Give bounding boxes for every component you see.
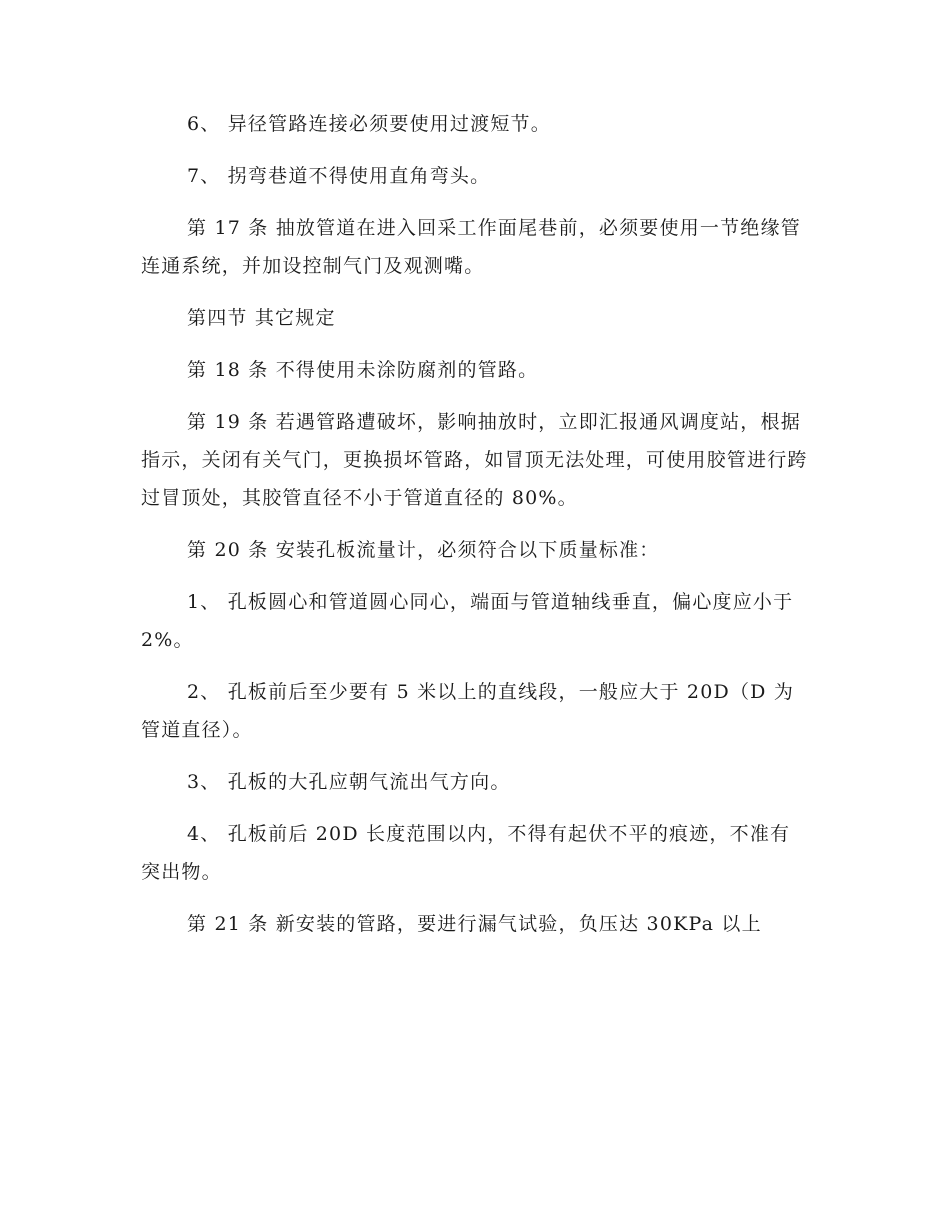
section-heading: 第四节 其它规定 — [187, 307, 336, 329]
list-item-2: 2、 孔板前后至少要有 5 米以上的直线段，一般应大于 20D（D 为管道直径）。 — [141, 681, 795, 741]
document-body — [141, 105, 809, 943]
list-item-7: 7、 拐弯巷道不得使用直角弯头。 — [187, 165, 491, 187]
article-17: 第 17 条 抽放管道在进入回采工作面尾巷前，必须要使用一节绝缘管连通系统，并加设控制气门及观测嘴。 — [141, 217, 801, 277]
list-item-6: 6、 异径管路连接必须要使用过渡短节。 — [187, 113, 551, 135]
article-19: 第 19 条 若遇管路遭破坏，影响抽放时，立即汇报通风调度站，根据指示，关闭有关气门，更换损坏管路，如冒顶无法处理，可使用胶管进行跨过冒顶处，其胶管直径不小于管道直径的 80%。 — [141, 411, 808, 509]
list-item-1: 1、 孔板圆心和管道圆心同心，端面与管道轴线垂直，偏心度应小于 2%。 — [141, 591, 794, 651]
article-21: 第 21 条 新安装的管路，要进行漏气试验，负压达 30KPa 以上 — [187, 913, 762, 935]
article-20: 第 20 条 安装孔板流量计，必须符合以下质量标准： — [187, 539, 660, 561]
list-item-3: 3、 孔板的大孔应朝气流出气方向。 — [187, 771, 511, 793]
article-18: 第 18 条 不得使用未涂防腐剂的管路。 — [187, 359, 539, 381]
list-item-4: 4、 孔板前后 20D 长度范围以内，不得有起伏不平的痕迹，不准有突出物。 — [141, 823, 791, 883]
